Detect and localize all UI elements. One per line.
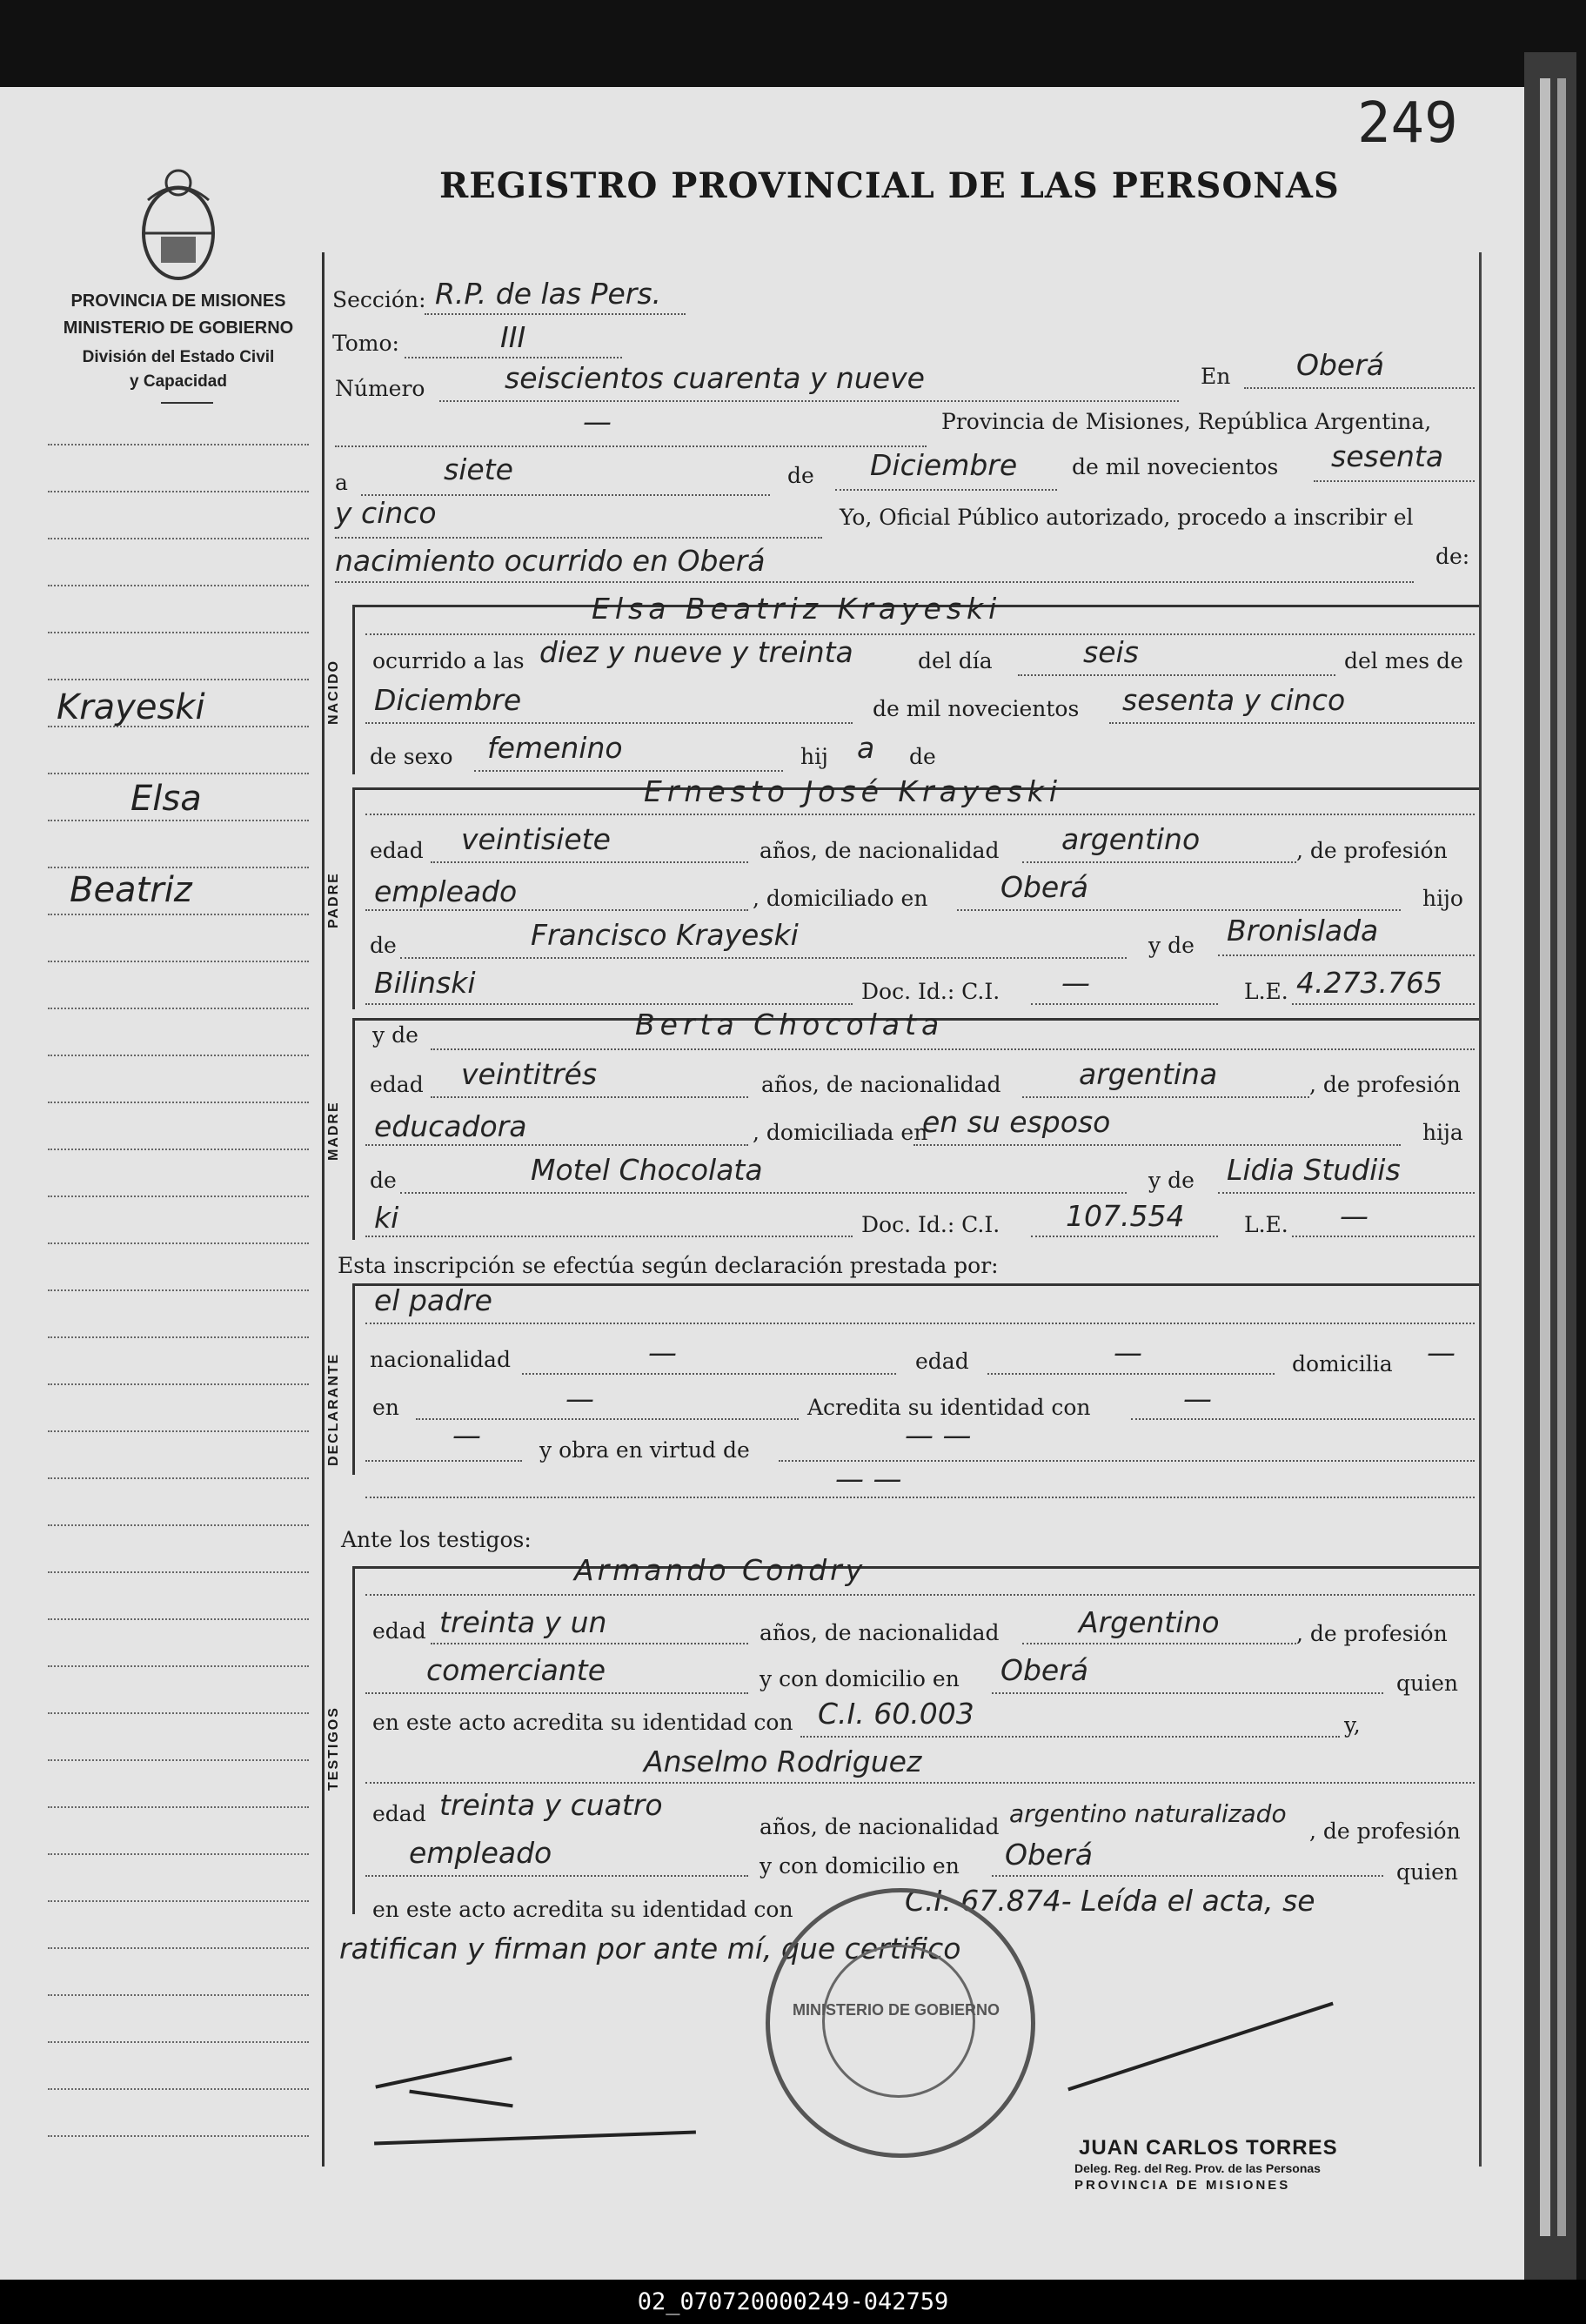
ministry-name: MINISTERIO DE GOBIERNO [63,318,294,338]
testigo1-prof: comerciante [426,1653,606,1687]
en-label: En [1201,364,1231,389]
padre-ci: — [1061,966,1090,1000]
margin-rule [48,1759,309,1761]
testigo2-nombre: Anselmo Rodriguez [644,1745,922,1778]
mil-label: de mil novecientos [1072,454,1279,479]
padre-prof-label: , de profesión [1296,838,1448,863]
margin-rule [48,1900,309,1902]
margin-rule [48,1008,309,1009]
division-name: División del Estado Civil [82,348,275,366]
margin-rule [48,773,309,774]
testigo1-nac: Argentino [1079,1605,1220,1639]
testigo2-acredita-label: en este acto acredita su identidad con [372,1897,793,1922]
dia-nac-value: seis [1083,635,1139,669]
dash-mark: — [583,405,612,439]
madre-doc-label: Doc. Id.: C.I. [861,1212,1000,1237]
declarante-dash: — [452,1418,481,1452]
madre-edad: veintitrés [461,1057,598,1091]
margin-rule [48,914,309,915]
deldia-label: del día [918,648,993,673]
testigo1-acredita-label: en este acto acredita su identidad con [372,1710,793,1735]
folio-number: 249 [1357,91,1458,156]
padre-nac-label: años, de nacionalidad [760,838,1000,863]
madre-domicilio: en su esposo [922,1105,1111,1139]
madre-prof-label: , de profesión [1309,1072,1461,1097]
testigo1-nombre: Armando Condry [574,1553,867,1587]
margin-rule [48,491,309,492]
padre-profesion: empleado [374,874,518,908]
testigo2-doc: C.I. 67.874- Leída el acta, se [905,1884,1315,1918]
margin-rule [48,679,309,680]
tomo-value: III [500,320,526,354]
margin-rule [48,1853,309,1855]
declarante-edad: — [1114,1336,1142,1370]
page-stack-edge-2 [1557,78,1566,2236]
madre-section-label: MADRE [326,1101,341,1162]
hecho-value: nacimiento ocurrido en Oberá [335,544,766,578]
seal-text: MINISTERIO DE GOBIERNO [792,2001,1000,2019]
testigo2-prof-label: , de profesión [1309,1818,1461,1844]
padre-de-label: de [370,933,397,958]
testigo2-edad: treinta y cuatro [439,1788,663,1822]
margin-surname: Krayeski [57,687,205,727]
declarante-nac-label: nacionalidad [370,1347,511,1372]
margin-rule [48,2088,309,2090]
provincia-text: Provincia de Misiones, República Argentina, [941,409,1432,434]
en-value: Oberá [1296,348,1385,382]
madre-nac-label: años, de nacionalidad [761,1072,1001,1097]
margin-rule [48,867,309,868]
margin-rule [48,820,309,821]
margin-rule [48,538,309,539]
official-seal-inner [822,1945,975,2098]
testigo2-dom-label: y con domicilio en [760,1853,960,1879]
madre-edad-label: edad [370,1072,424,1097]
nacido-section-label: NACIDO [326,659,341,725]
margin-rule [48,1618,309,1620]
testigo2-prof: empleado [409,1836,552,1870]
hora-value: diez y nueve y treinta [539,635,853,669]
a-label: a [335,470,348,495]
margin-rule [48,1149,309,1150]
madre-yde2-label: y de [1148,1168,1195,1193]
declarante-dom-label: domicilia [1292,1351,1393,1376]
closing-text: ratifican y firman por ante mí, que certifico [339,1932,961,1966]
padre-le-label: L.E. [1244,979,1288,1004]
hijo-label: hijo [1422,886,1463,911]
document-title: REGISTRO PROVINCIAL DE LAS PERSONAS [439,165,1340,206]
margin-rule [48,2135,309,2137]
declarante-en: — [565,1382,594,1416]
margin-rule [48,961,309,962]
margin-rule [48,1383,309,1385]
ocurrido-label: ocurrido a las [372,648,525,673]
testigo1-edad: treinta y un [439,1605,607,1639]
abuelo-paterno: Francisco Krayeski [531,918,799,952]
national-crest-icon [130,165,226,287]
margin-rule [48,1195,309,1197]
signer-province: PROVINCIA DE MISIONES [1074,2178,1291,2193]
margin-rule [48,1571,309,1573]
testigo1-quien-label: quien [1396,1671,1458,1696]
testigos-section-label: TESTIGOS [326,1706,341,1792]
padre-domicilio: Oberá [1000,870,1089,904]
hij-label: hij [800,744,828,769]
padre-edad: veintisiete [461,822,611,856]
padre-nombre: Ernesto José Krayeski [644,774,1063,808]
mes-value: Diciembre [870,448,1018,482]
numero-value: seiscientos cuarenta y nueve [505,361,925,395]
province-name: PROVINCIA DE MISIONES [70,291,286,311]
margin-rule [48,2041,309,2043]
margin-rule [48,1289,309,1291]
testigo1-y-label: y, [1344,1712,1361,1738]
declarante-acredita-label: Acredita su identidad con [807,1395,1091,1420]
declarante-obra-label: y obra en virtud de [539,1437,750,1463]
margin-rule [48,444,309,445]
divider [161,402,213,404]
padre-nacionalidad: argentino [1061,822,1201,856]
testigo1-dom-label: y con domicilio en [760,1666,960,1691]
madre-de-label: de [370,1168,397,1193]
declarante-acredita: — [1183,1382,1212,1416]
delmes-label: del mes de [1344,648,1463,673]
margin-rule [48,1055,309,1056]
madre-dom-label: , domiciliada en [753,1120,928,1145]
declarante-edad-label: edad [915,1349,969,1374]
margin-rule [48,1994,309,1996]
anio-value: sesenta [1331,439,1444,473]
abuelo-materno: Motel Chocolata [531,1153,763,1187]
margin-rule [48,585,309,586]
declarante-obra: — — [905,1418,972,1452]
margin-rule [48,1102,309,1103]
hij-value: a [857,731,875,765]
declarante-obra-2: — — [835,1462,902,1496]
margin-rule [48,1665,309,1667]
margin-first-name: Elsa [130,779,202,819]
tomo-label: Tomo: [332,331,399,356]
anio-nac-value: sesenta y cinco [1122,683,1346,717]
margin-rule [48,1712,309,1714]
margin-divider [322,252,325,2167]
margin-second-name: Beatriz [70,870,192,910]
testigo1-doc: C.I. 60.003 [818,1697,974,1731]
padre-doc-label: Doc. Id.: C.I. [861,979,1000,1004]
nacido-nombre: Elsa Beatriz Krayeski [592,592,1002,626]
abuela-materna: Lidia Studiis [1227,1153,1401,1187]
madre-le: — [1340,1199,1369,1233]
testigo2-nac-label: años, de nacionalidad [760,1814,1000,1839]
padre-edad-label: edad [370,838,424,863]
margin-rule [48,1430,309,1432]
margin-rule [48,1524,309,1526]
signer-title: Deleg. Reg. del Reg. Prov. de las Personas [1074,2161,1321,2175]
margin-rule [48,1806,309,1808]
hija-label: hija [1422,1120,1463,1145]
testigo2-dom: Oberá [1005,1838,1094,1872]
signer-name: JUAN CARLOS TORRES [1079,2136,1338,2160]
image-caption: 02_070720000249-042759 [0,2280,1586,2324]
margin-rule [48,1947,309,1949]
declarante-nac: — [648,1336,677,1370]
de-label: de [787,463,814,488]
testigo1-nac-label: años, de nacionalidad [760,1620,1000,1645]
declarante-intro: Esta inscripción se efectúa según declaración prestada por: [338,1253,999,1278]
seccion-label: Sección: [332,287,426,312]
abuela-materna-2: ki [374,1201,399,1235]
numero-label: Número [335,376,425,401]
padre-le: 4.273.765 [1296,966,1442,1000]
anio-value-2: y cinco [335,496,437,530]
madre-nombre: Berta Chocolata [635,1008,945,1041]
page-stack-edge [1540,78,1550,2236]
testigo2-edad-label: edad [372,1801,426,1826]
padre-section-label: PADRE [326,872,341,929]
margin-rule [48,632,309,633]
de-colon-label: de: [1435,544,1470,569]
yo-text: Yo, Oficial Público autorizado, procedo a inscribir el [840,505,1414,530]
madre-nacionalidad: argentina [1079,1057,1218,1091]
testigo2-nac: argentino naturalizado [1009,1799,1287,1828]
madre-yde-label: y de [372,1022,418,1048]
madre-profesion: educadora [374,1109,527,1143]
testigo1-edad-label: edad [372,1618,426,1644]
margin-rule [48,1477,309,1479]
division-name-2: y Capacidad [130,372,227,391]
mes-nac-value: Diciembre [374,683,522,717]
abuela-paterna-2: Bilinski [374,966,476,1000]
madre-ci: 107.554 [1066,1199,1185,1233]
abuela-paterna: Bronislada [1227,914,1379,948]
padre-dom-label: , domiciliado en [753,886,928,911]
testigos-intro: Ante los testigos: [341,1527,532,1552]
dia-value: siete [444,452,513,486]
declarante-dom: — [1427,1336,1456,1370]
testigo1-prof-label: , de profesión [1296,1621,1448,1646]
testigo1-dom: Oberá [1000,1653,1089,1687]
sexo-label: de sexo [370,744,453,769]
padre-yde-label: y de [1148,933,1195,958]
binding-edge [1524,52,1576,2280]
declarante-nombre: el padre [374,1283,492,1317]
mil-nac-label: de mil novecientos [873,696,1080,721]
declarante-section-label: DECLARANTE [326,1352,341,1467]
testigo2-quien-label: quien [1396,1859,1458,1885]
declarante-en-label: en [372,1395,399,1420]
de-nac-label: de [909,744,936,769]
madre-le-label: L.E. [1244,1212,1288,1237]
seccion-value: R.P. de las Pers. [435,277,662,311]
margin-rule [48,1242,309,1244]
right-border [1479,252,1482,2167]
margin-rule [48,1336,309,1338]
sexo-value: femenino [487,731,623,765]
